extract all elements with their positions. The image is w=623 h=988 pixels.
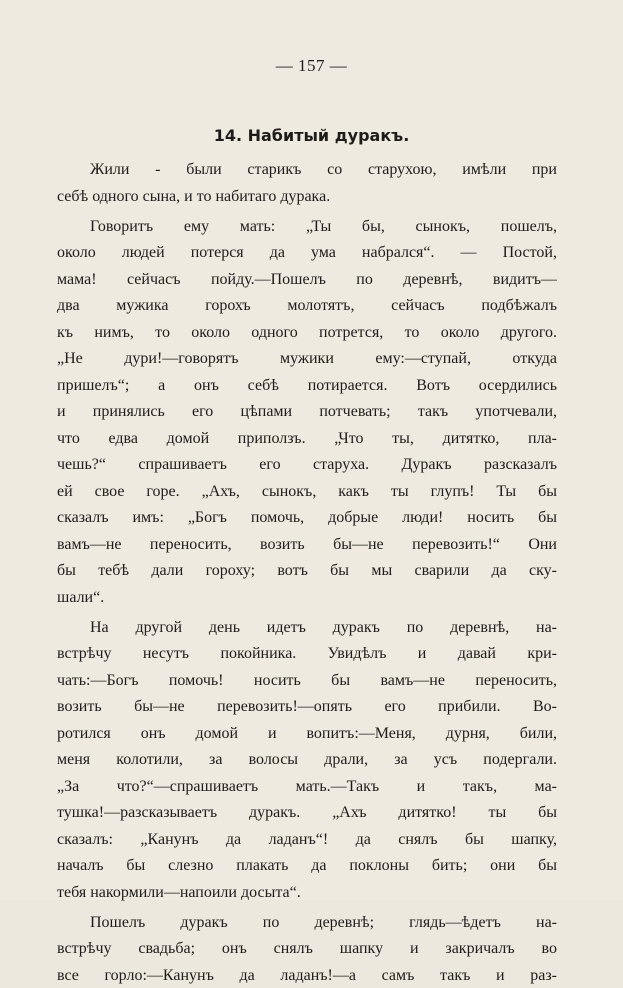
- text-line: началъ бы слезно плакать да поклоны бить; они бы: [57, 857, 557, 874]
- text-line: ротился онъ домой и вопитъ:—Меня, дурня, били,: [57, 725, 557, 742]
- text-line: Жили - были старикъ со старухою, имѣли при: [90, 161, 557, 178]
- story-title: 14. Набитый дуракъ.: [213, 126, 410, 145]
- text-line: мама! сейчасъ пойду.—Пошелъ по деревнѣ, видитъ—: [57, 271, 557, 288]
- text-line: сказалъ: „Канунъ да ладанъ“! да снялъ бы шапку,: [57, 831, 557, 848]
- text-line: пришелъ“; а онъ себѣ потирается. Вотъ осердились: [57, 377, 557, 394]
- text-line: тебя накормили—напоили досыта“.: [57, 884, 301, 901]
- text-line: встрѣчу несутъ покойника. Увидѣлъ и давай кри-: [57, 645, 557, 662]
- text-line: чать:—Богъ помочь! носить бы вамъ—не переносить,: [57, 672, 557, 689]
- text-line: чешь?“ спрашиваетъ его старуха. Дуракъ разсказалъ: [57, 456, 557, 473]
- text-line: что едва домой приползъ. „Что ты, дитятко, пла-: [57, 430, 557, 447]
- text-line: сказалъ имъ: „Богъ помочь, добрые люди! носить бы: [57, 509, 557, 526]
- text-line: встрѣчу свадьба; онъ снялъ шапку и закричалъ во: [57, 940, 557, 957]
- text-line: около людей потерся да ума набрался“. — Постой,: [57, 244, 557, 261]
- text-line: „Не дури!—говорятъ мужики ему:—ступай, откуда: [57, 350, 557, 367]
- text-line: меня колотили, за волосы драли, за усъ подергали.: [57, 751, 557, 768]
- text-line: возить бы—не перевозить!—опять его прибили. Во-: [57, 698, 557, 715]
- text-line: Говоритъ ему мать: „Ты бы, сынокъ, пошелъ,: [90, 218, 557, 235]
- text-line: бы тебѣ дали гороху; вотъ бы мы сварили да ску-: [57, 562, 557, 579]
- text-line: себѣ одного сына, и то набитаго дурака.: [57, 188, 331, 205]
- text-line: вамъ—не переносить, возить бы—не перевозить!“ Они: [57, 536, 557, 553]
- text-line: „За что?“—спрашиваетъ мать.—Такъ и такъ, ма-: [57, 778, 557, 795]
- text-line: ей свое горе. „Ахъ, сынокъ, какъ ты глупъ! Ты бы: [57, 483, 557, 500]
- text-line: Пошелъ дуракъ по деревнѣ; глядь—ѣдетъ на-: [90, 914, 557, 931]
- text-line: два мужика горохъ молотятъ, сейчасъ подбѣжалъ: [57, 297, 557, 314]
- text-line: шали“.: [57, 589, 105, 606]
- text-line: къ нимъ, то около одного потрется, то около другого.: [57, 324, 557, 341]
- text-line: и принялись его цѣпами потчевать; такъ употчевали,: [57, 403, 557, 420]
- page-number: — 157 —: [275, 56, 348, 75]
- text-line: все горло:—Канунъ да ладанъ!—а самъ такъ и раз-: [57, 967, 557, 984]
- text-line: тушка!—разсказываетъ дуракъ. „Ахъ дитятко! ты бы: [57, 804, 557, 821]
- text-line: На другой день идетъ дуракъ по деревнѣ, на-: [90, 619, 557, 636]
